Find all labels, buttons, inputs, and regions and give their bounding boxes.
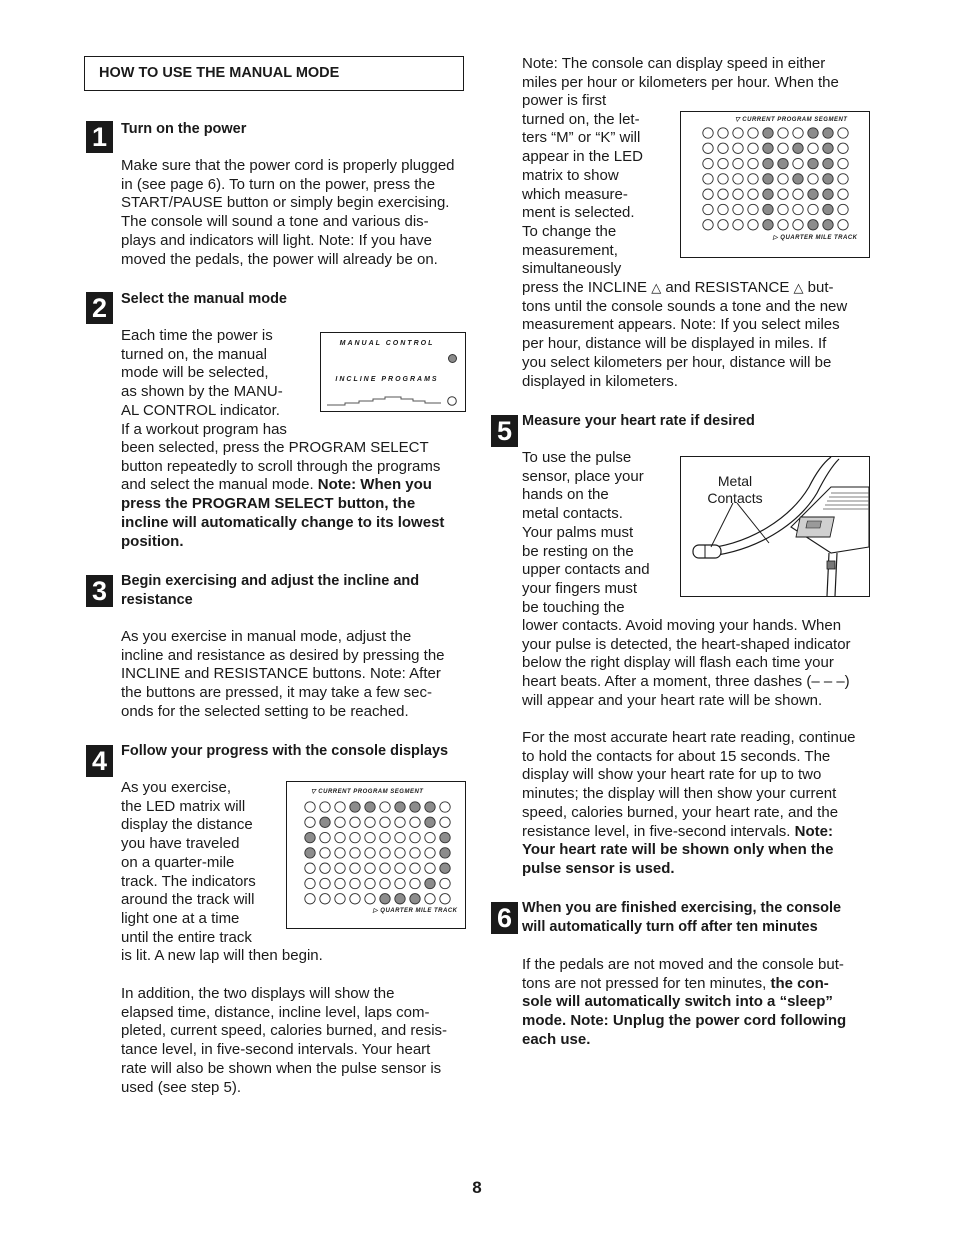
text-line: sensor, place your [522,467,644,485]
led-dot [718,158,728,168]
led-dot [440,863,450,873]
led-dot [808,189,818,199]
step-5-number: 5 [491,415,518,447]
heading-line: Measure your heart rate if desired [522,413,755,429]
led-dot [718,204,728,214]
led-dot [395,894,405,904]
led-dot [410,863,420,873]
led-dot [380,848,390,858]
text-line: hands on the [522,486,609,504]
led-dot [335,802,345,812]
led-dot [395,863,405,873]
text-line: Your heart rate will be shown only when the [522,841,834,859]
led-dot [380,802,390,812]
led-dot [440,848,450,858]
text-line: track. The indicators [121,872,256,890]
led-dot [733,204,743,214]
text-line: measurement, [522,241,618,259]
text-line: lower contacts. Avoid moving your hands. When [522,617,842,634]
led-dot [305,817,315,827]
led-dot [440,878,450,888]
led-dot [823,158,833,168]
led-dot [335,894,345,904]
text-line: mode will be selected, [121,364,269,382]
led-dot [838,189,848,199]
led-dot [395,832,405,842]
led-dot [440,832,450,842]
text-line: rate will also be shown when the pulse sensor is [121,1059,442,1077]
text-line: the buttons are pressed, it may take a few sec- [121,684,432,702]
led-dot [838,174,848,184]
manual-control-indicator-icon [448,354,457,363]
step-4-full-text [121,947,466,966]
led-dot [763,143,773,153]
text-line: tons until the console sounds a tone and the new [522,297,848,315]
led-dot [305,863,315,873]
led-dot [763,174,773,184]
text-line: Note: The console can display speed in either [522,55,826,72]
led-dot [763,220,773,230]
text-line: If a workout program has [121,420,287,438]
step-6-text [522,956,870,1050]
step-1-text [121,157,466,269]
text-line: button repeatedly to scroll through the programs [121,457,441,475]
pulse-sensor-figure [680,456,870,597]
step-6-number: 6 [491,902,518,934]
led-dot [748,143,758,153]
heading-line: resistance [121,591,193,608]
text-line: each use. [522,1030,591,1048]
led-dot [778,204,788,214]
incline-programs-label: INCLINE PROGRAMS [335,376,439,383]
text-line: Make sure that the power cord is properly plugged [121,157,455,174]
led-dot [335,848,345,858]
led-dot [320,832,330,842]
heading-line: Select the manual mode [121,291,287,307]
text-line: ters “M” or “K” will [522,129,641,147]
text-line: you have traveled [121,835,240,853]
text-line: moved the pedals, the power will already be on. [121,250,438,268]
led-dot [365,848,375,858]
led-dot [823,143,833,153]
text-line: As you exercise in manual mode, adjust the [121,628,412,645]
led-dot [733,143,743,153]
led-dot [748,128,758,138]
led-dot [425,894,435,904]
led-dot [808,128,818,138]
quarter-mile-track-label: ▷ QUARTER MILE TRACK [373,908,458,914]
led-dot [350,802,360,812]
led-dot [763,128,773,138]
text-line: speed, calories burned, your heart rate, and the [522,803,839,821]
text-line: on a quarter-mile [121,853,235,871]
led-dot [838,128,848,138]
led-dot [410,848,420,858]
text-line: pulse sensor is used. [522,859,675,877]
led-dot [808,143,818,153]
text-line: around the track will [121,891,255,909]
led-dot [320,863,330,873]
text-line: Your palms must [522,523,634,541]
text-line: onds for the selected setting to be reached. [121,702,409,720]
text-line: your fingers must [522,579,638,597]
text-line: per hour, distance will be displayed in miles. If [522,335,827,353]
step-2-heading [121,290,466,309]
text-line: incline will automatically change to its lowest [121,513,445,531]
text-line: To change the [522,222,617,240]
led-dot [733,174,743,184]
text-line: Each time the power is [121,327,273,344]
text-line: as shown by the MANU- [121,383,283,401]
led-dot [808,158,818,168]
led-dot [718,189,728,199]
text-line: tons are not pressed for ten minutes, the con- [522,974,829,992]
led-dot [778,128,788,138]
metal-contacts-label: Metal Contacts [707,473,763,506]
page-number: 8 [472,1178,482,1197]
led-dot [365,863,375,873]
led-dot [410,802,420,812]
led-dot [838,158,848,168]
led-dot [778,158,788,168]
led-dot [410,894,420,904]
led-dot [718,174,728,184]
text-line: you select kilometers per hour, distance will be [522,353,832,371]
led-dot [718,143,728,153]
section-title: HOW TO USE THE MANUAL MODE [84,56,464,91]
text-line: be resting on the [522,542,634,560]
led-dot [335,863,345,873]
text-line: measurement appears. Note: If you select miles [522,316,840,334]
led-dot [748,220,758,230]
text-line: metal contacts. [522,505,623,523]
resistance-up-icon: △ [793,280,804,295]
step-1-number: 1 [86,121,113,153]
step-2-side-text [121,327,321,439]
text-line: ment is selected. [522,204,635,222]
led-dot [733,128,743,138]
text-line: matrix to show [522,166,619,184]
step-4-number: 4 [86,745,113,777]
led-dot [425,832,435,842]
led-dot [365,802,375,812]
led-dot [335,817,345,827]
led-dot [395,802,405,812]
step-3-number: 3 [86,575,113,607]
led-dot [425,878,435,888]
led-dot [823,128,833,138]
led-dot [748,174,758,184]
led-dot [365,878,375,888]
led-dot [748,158,758,168]
text-line: be touching the [522,598,625,616]
heading-line: When you are finished exercising, the console [522,900,842,916]
step-3-heading [121,572,466,609]
incline-up-icon: △ [651,280,662,295]
text-line: AL CONTROL indicator. [121,401,280,419]
led-dot [808,204,818,214]
text-line: To use the pulse [522,449,632,466]
led-dot [718,220,728,230]
text-line: power is first [522,92,607,109]
text-line: below the right display will flash each time your [522,654,834,672]
text-line: the LED matrix will [121,797,246,815]
step-6-heading [522,899,870,936]
led-dot [838,220,848,230]
led-dot [350,878,360,888]
step-5-side-text [522,449,677,617]
led-dot [380,832,390,842]
text-line: press the INCLINE △ and RESISTANCE △ but- [522,279,834,296]
led-dot [763,204,773,214]
step-5-full-text [522,617,870,711]
speed-note-full [522,279,870,391]
led-dot [350,863,360,873]
led-dot [703,189,713,199]
led-dot [365,817,375,827]
text-line: turned on, the manual [121,345,267,363]
text-line: miles per hour or kilometers per hour. When the [522,73,839,91]
text-line: upper contacts and [522,561,650,579]
led-dot [703,128,713,138]
led-dot [380,878,390,888]
led-dot [410,817,420,827]
text-line: to hold the contacts for about 15 seconds. The [522,747,831,765]
led-dot [320,894,330,904]
text-line: display will show your heart rate for up to two [522,766,822,784]
text-line: will appear and your heart rate will be shown. [522,691,823,709]
led-dot [703,174,713,184]
text-line: If the pedals are not moved and the console but- [522,956,844,973]
led-dot [305,878,315,888]
step-2-full-text [121,439,466,551]
led-dot [425,863,435,873]
led-dot [365,894,375,904]
current-program-segment-label: ▽ CURRENT PROGRAM SEGMENT [311,789,424,795]
text-line: displayed in kilometers. [522,372,678,390]
led-dot [703,220,713,230]
text-line: resistance level, in five-second intervals. Note: [522,822,833,840]
text-line: which measure- [522,185,628,203]
led-dot [823,189,833,199]
text-line: in (see page 6). To turn on the power, press the [121,175,436,193]
led-dot [763,158,773,168]
led-dot [425,802,435,812]
text-line: INCLINE and RESISTANCE buttons. Note: After [121,665,441,683]
led-dot [703,158,713,168]
speed-note-top [522,55,870,92]
led-dot [425,848,435,858]
text-line: sole will automatically switch into a “sleep” [522,993,833,1011]
led-dot [395,817,405,827]
led-dot [440,894,450,904]
manual-control-label: MANUAL CONTROL [339,340,435,347]
step-1-heading [121,120,466,139]
led-dot [365,832,375,842]
led-dot [305,832,315,842]
step-5-heading [522,412,870,431]
led-dot [748,189,758,199]
led-dot [380,863,390,873]
led-dot [778,143,788,153]
text-line: position. [121,532,184,550]
led-dot [440,817,450,827]
text-line: plays and indicators will light. Note: If you have [121,231,432,249]
text-line: The console will sound a tone and various dis- [121,213,429,231]
text-line: is lit. A new lap will then begin. [121,947,323,964]
led-dot [350,832,360,842]
text-line: appear in the LED [522,148,643,166]
led-dot [320,848,330,858]
heading-line: Follow your progress with the console displays [121,743,449,759]
led-dot [793,204,803,214]
led-dot [440,802,450,812]
led-dot [305,802,315,812]
text-line: pleted, current speed, calories burned, and resis- [121,1022,448,1040]
led-dot [778,220,788,230]
step-3-text [121,628,466,722]
text-line: until the entire track [121,928,252,946]
text-line: and select the manual mode. Note: When you [121,476,432,494]
led-dot [335,832,345,842]
text-line: your pulse is detected, the heart-shaped indicator [522,635,851,653]
current-program-segment-label: ▽ CURRENT PROGRAM SEGMENT [735,117,848,123]
manual-control-figure [320,332,466,412]
led-dot [425,817,435,827]
led-dot [320,817,330,827]
led-dot [823,174,833,184]
led-dot [793,220,803,230]
step-4-more-text [121,985,466,1097]
text-line: For the most accurate heart rate reading, continue [522,729,856,746]
text-line: turned on, the let- [522,110,640,128]
led-dot [380,817,390,827]
led-dot [838,143,848,153]
led-dot [793,174,803,184]
text-line: mode. Note: Unplug the power cord following [522,1012,847,1030]
handlebar-illustration [681,457,869,596]
speed-note-side [522,92,677,279]
heading-line: Turn on the power [121,121,247,137]
led-dot [808,174,818,184]
heading-line: will automatically turn off after ten minutes [522,918,818,935]
step-2-number: 2 [86,292,113,324]
led-dot [778,189,788,199]
step-4-side-text [121,779,286,947]
led-dot [350,894,360,904]
led-dot [320,802,330,812]
led-dot [838,204,848,214]
led-dot [808,220,818,230]
led-dot [763,189,773,199]
led-dot [395,878,405,888]
led-dot [733,189,743,199]
led-matrix-speed-figure [680,111,870,258]
text-line: minutes; the display will then show your current [522,785,837,803]
led-dot [395,848,405,858]
text-line: simultaneously [522,260,622,278]
text-line: light one at a time [121,909,240,927]
led-dot [823,220,833,230]
led-dot [703,143,713,153]
text-line: heart beats. After a moment, three dashes (– – –) [522,673,850,691]
text-line: elapsed time, distance, incline level, laps com- [121,1003,430,1021]
text-line: tance level, in five-second intervals. Your heart [121,1041,431,1059]
text-line: incline and resistance as desired by pressing the [121,646,445,664]
led-dot [410,832,420,842]
led-dot [793,189,803,199]
step-4-heading [121,742,466,761]
led-dot [823,204,833,214]
text-line: As you exercise, [121,779,232,796]
text-line: display the distance [121,816,253,834]
led-dot [380,894,390,904]
led-matrix-figure [286,781,466,929]
led-dot [335,878,345,888]
incline-profile-icon [325,389,463,409]
quarter-mile-track-label: ▷ QUARTER MILE TRACK [773,235,858,241]
led-dot [320,878,330,888]
led-dot [350,817,360,827]
led-dot [410,878,420,888]
led-dot [350,848,360,858]
led-dot [778,174,788,184]
led-dot [733,220,743,230]
led-dot [793,158,803,168]
led-dot [793,128,803,138]
step-5-more-text [522,729,870,879]
led-dot [305,894,315,904]
text-line: press the PROGRAM SELECT button, the [121,495,416,513]
led-dot [748,204,758,214]
text-line: been selected, press the PROGRAM SELECT [121,439,429,456]
text-line: used (see step 5). [121,1078,242,1096]
text-line: START/PAUSE button or simply begin exercising. [121,194,450,212]
led-dot [718,128,728,138]
led-dot [733,158,743,168]
led-dot [703,204,713,214]
led-dot [793,143,803,153]
led-dot [305,848,315,858]
heading-line: Begin exercising and adjust the incline and [121,573,420,589]
text-line: In addition, the two displays will show the [121,985,395,1002]
